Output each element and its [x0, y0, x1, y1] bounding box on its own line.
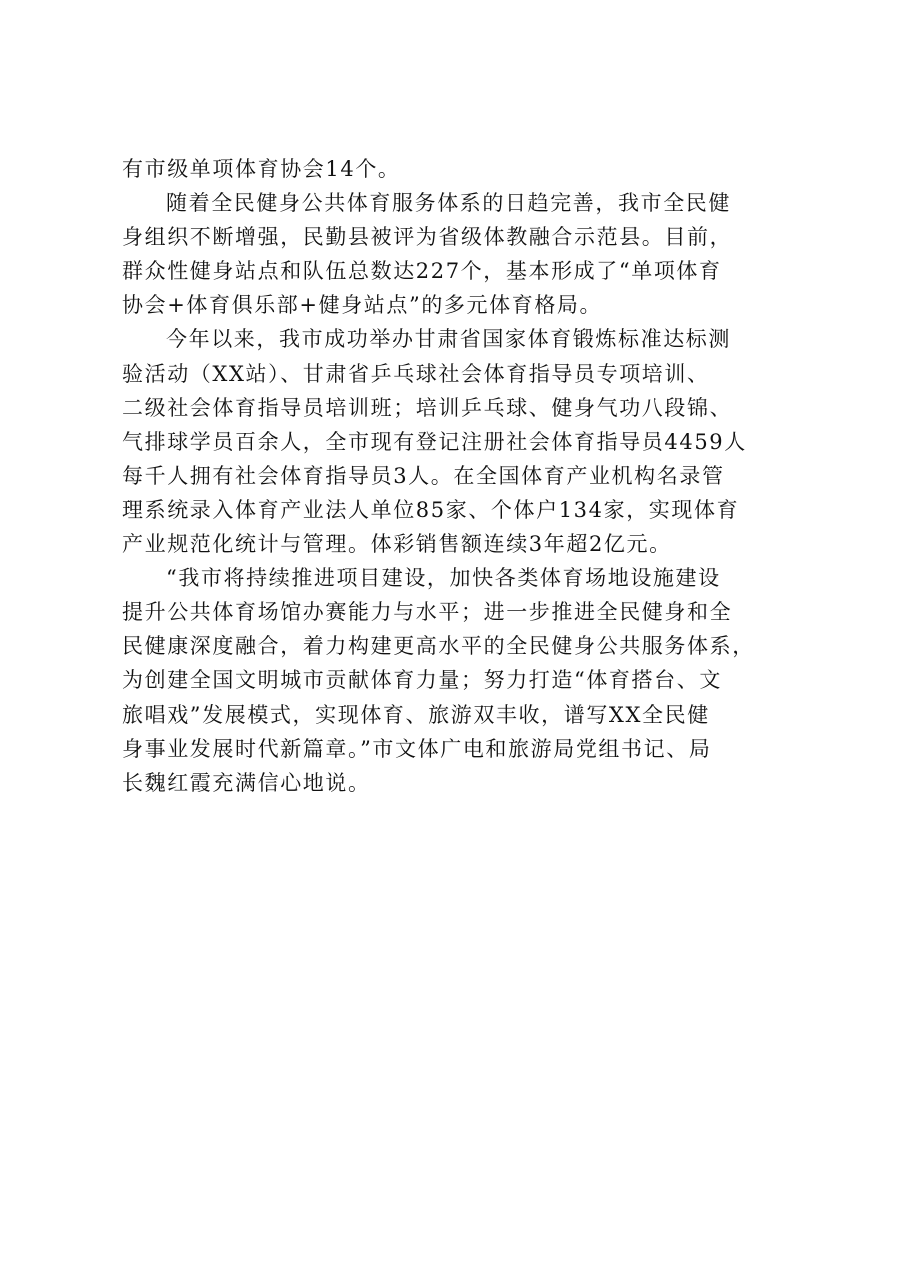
text-line: 民健康深度融合，着力构建更高水平的全民健身公共服务体系，: [122, 634, 755, 659]
text-line: 为创建全国文明城市贡献体育力量；努力打造“体育搭台、文: [122, 668, 722, 693]
article-body: [122, 152, 802, 800]
text-line: 理系统录入体育产业法人单位85家、个体户134家，实现体育: [122, 497, 740, 522]
text-line: 验活动（XX站）、甘肃省乒乓球社会体育指导员专项培训、: [122, 361, 710, 386]
text-line: 二级社会体育指导员培训班；培训乒乓球、健身气功八段锦、: [122, 395, 733, 420]
text-line: 每千人拥有社会体育指导员3人。在全国体育产业机构名录管: [122, 463, 725, 488]
text-line: 提升公共体育场馆办赛能力与水平；进一步推进全民健身和全: [122, 600, 733, 625]
text-line: 气排球学员百余人，全市现有登记注册社会体育指导员4459人: [122, 429, 747, 454]
text-line: 有市级单项体育协会14个。: [122, 157, 401, 181]
text-line: 协会+体育俱乐部+健身站点”的多元体育格局。: [122, 293, 603, 318]
text-line: 旅唱戏”发展模式，实现体育、旅游双丰收，谱写XX全民健: [122, 702, 710, 727]
text-line: 身事业发展时代新篇章。”市文体广电和旅游局党组书记、局: [122, 736, 712, 761]
text-line: 身组织不断增强，民勤县被评为省级体教融合示范县。目前，: [122, 225, 733, 250]
paragraph-start-line: 随着全民健身公共体育服务体系的日趋完善，我市全民健: [166, 191, 731, 216]
text-line: 长魏红霞充满信心地说。: [122, 770, 371, 795]
text-line: 群众性健身站点和队伍总数达227个，基本形成了“单项体育: [122, 259, 722, 284]
text-line: 产业规范化统计与管理。体彩销售额连续3年超2亿元。: [122, 532, 672, 557]
paragraph-start-line: “我市将持续推进项目建设，加快各类体育场地设施建设: [166, 566, 721, 591]
paragraph-start-line: 今年以来，我市成功举办甘肃省国家体育锻炼标准达标测: [166, 327, 731, 352]
